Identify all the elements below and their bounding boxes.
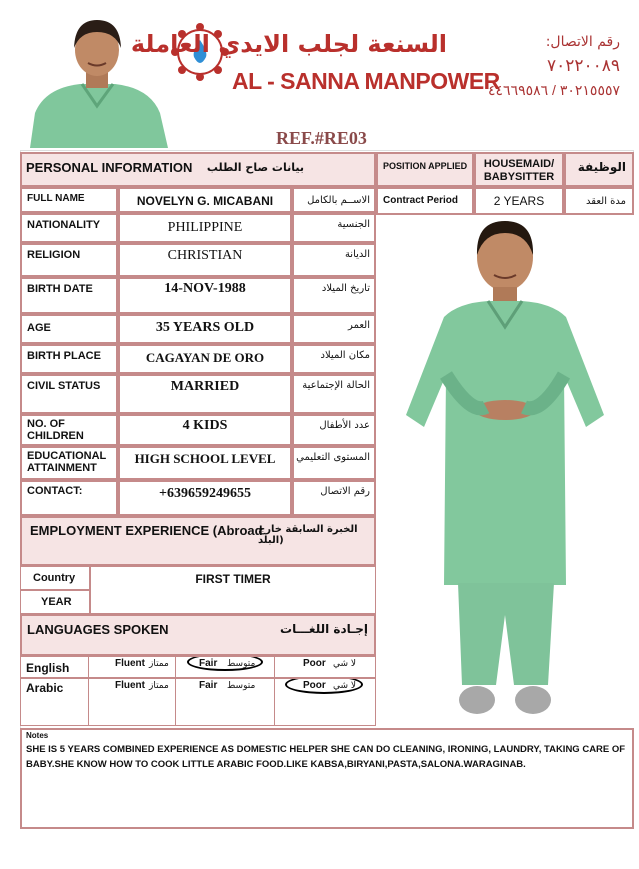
religion-value: CHRISTIAN [167, 248, 243, 263]
education-label: EDUCATIONAL ATTAINMENT [27, 450, 107, 474]
english-fluent: Fluent [115, 658, 145, 669]
english-poor: Poor [303, 658, 326, 669]
nationality-label-cell [20, 213, 118, 243]
notes-box [20, 728, 634, 829]
position-value: HOUSEMAID/ BABYSITTER [483, 158, 555, 183]
arabic-poor-selected-mark [285, 678, 363, 694]
education-value: HIGH SCHOOL LEVEL [134, 451, 276, 466]
year-label-cell [20, 590, 90, 614]
english-poor-ar: لا شي [333, 659, 357, 669]
arabic-fair: Fair [199, 680, 218, 691]
position-label-cell [376, 152, 474, 187]
employment-title-ar: الخبرة السابقة خارج البلد) [258, 524, 358, 546]
religion-label: RELIGION [27, 249, 81, 261]
logo-arabic-name: السنعة لجلب الايدي العاملة [130, 30, 447, 58]
employment-header [20, 516, 376, 566]
employment-value: FIRST TIMER [195, 572, 271, 586]
religion-label-cell [20, 243, 118, 277]
education-value-cell [118, 446, 292, 480]
nationality-label: NATIONALITY [27, 219, 101, 231]
contact-ar: رقم الاتصال [320, 486, 370, 497]
civil-status-label: CIVIL STATUS [27, 380, 101, 392]
education-ar-cell [292, 446, 376, 480]
english-label: English [26, 661, 70, 675]
position-ar-cell [564, 152, 634, 187]
notes-label: Notes [26, 731, 49, 740]
contract-value: 2 YEARS [493, 194, 545, 208]
birth-date-value: 14-NOV-1988 [164, 281, 246, 296]
full-name-label-cell [20, 187, 118, 213]
country-label: Country [33, 572, 76, 584]
children-ar: عدد الأطفال [319, 420, 370, 431]
children-label-cell [20, 414, 118, 446]
contract-label-cell [376, 187, 474, 215]
nationality-ar: الجنسية [337, 219, 370, 230]
arabic-poor: Poor [303, 680, 326, 691]
reference-number: REF.#RE03 [276, 128, 367, 148]
education-ar: المستوى التعليمي [296, 452, 370, 463]
arabic-fluent-ar: ممتاز [149, 681, 169, 691]
arabic-label: Arabic [26, 681, 64, 695]
birth-place-value-cell [118, 344, 292, 374]
contract-value-cell [474, 187, 564, 215]
birth-place-ar-cell [292, 344, 376, 374]
lang-divider-2 [175, 656, 176, 726]
age-ar: العمر [348, 320, 370, 331]
nationality-value: PHILIPPINE [167, 220, 243, 235]
birth-place-label-cell [20, 344, 118, 374]
personal-info-header [20, 152, 376, 187]
contract-ar-cell [564, 187, 634, 215]
age-value-cell [118, 314, 292, 344]
age-label-cell [20, 314, 118, 344]
birth-date-ar-cell [292, 277, 376, 314]
lang-divider-1 [88, 656, 89, 726]
children-value-cell [118, 414, 292, 446]
contact-label-cell [20, 480, 118, 516]
language-row-arabic [20, 678, 376, 726]
age-value: 35 YEARS OLD [155, 320, 255, 335]
children-label: NO. OF CHILDREN [27, 418, 84, 442]
contract-label-ar: مدة العقد [586, 196, 626, 207]
full-name-ar-cell [292, 187, 376, 213]
position-value-cell [474, 152, 564, 187]
personal-info-title-ar: بيانات صاح الطلب [206, 161, 304, 174]
full-name-ar: الاســم بالكامل [307, 195, 370, 206]
religion-ar: الديانة [344, 249, 370, 260]
language-row-english [20, 656, 376, 678]
contact-row-label: CONTACT: [27, 485, 83, 497]
birth-place-value: CAGAYAN DE ORO [145, 350, 265, 365]
year-label: YEAR [41, 596, 72, 608]
religion-value-cell [118, 243, 292, 277]
full-body-photo [376, 215, 634, 728]
english-fluent-ar: ممتاز [149, 659, 169, 669]
religion-ar-cell [292, 243, 376, 277]
birth-date-value-cell [118, 277, 292, 314]
personal-info-title: PERSONAL INFORMATION [26, 160, 193, 175]
age-ar-cell [292, 314, 376, 344]
birth-place-label: BIRTH PLACE [27, 350, 101, 362]
birth-place-ar: مكان الميلاد [320, 350, 370, 361]
notes-text: SHE IS 5 YEARS COMBINED EXPERIENCE AS DOMESTIC HELPER SHE CAN DO CLEANING, IRONING, LAUNDRY, TAKING CARE OF BABY.SHE KNOW HOW TO COOK LITTLE ARABIC FOOD.LIKE KABSA,BIRYANI,PASTA,SALONA.WARAGINAB. [26, 744, 626, 770]
contact-value-cell [118, 480, 292, 516]
phone-primary: ٧٠٢٢٠٠٨٩ [546, 56, 620, 75]
age-label: AGE [27, 322, 51, 334]
civil-status-ar-cell [292, 374, 376, 414]
phone-secondary: ٣٠٢١٥٥٥٧ / ٤٤٦٦٩٥٨٦ [488, 82, 620, 98]
position-label: POSITION APPLIED [383, 161, 468, 171]
contact-label: رقم الاتصال: [545, 34, 620, 50]
employment-value-cell [90, 566, 376, 614]
languages-title: LANGUAGES SPOKEN [27, 622, 169, 637]
nationality-ar-cell [292, 213, 376, 243]
civil-status-value: MARRIED [170, 379, 240, 394]
position-label-ar: الوظيفة [577, 160, 626, 174]
lang-divider-3 [274, 656, 275, 726]
contact-value: +639659249655 [159, 486, 251, 501]
portrait-photo [20, 8, 175, 148]
children-ar-cell [292, 414, 376, 446]
contract-label: Contract Period [383, 195, 459, 206]
children-value: 4 KIDS [182, 418, 228, 433]
birth-date-label-cell [20, 277, 118, 314]
english-fair: Fair [199, 658, 218, 669]
full-name-value-cell [118, 187, 292, 213]
country-label-cell [20, 566, 90, 590]
birth-date-label: BIRTH DATE [27, 283, 93, 295]
languages-title-ar: إجـادة اللغـــات [280, 622, 368, 636]
civil-status-value-cell [118, 374, 292, 414]
full-name-label: FULL NAME [27, 193, 85, 204]
education-label-cell [20, 446, 118, 480]
english-fair-ar: متوسط [227, 659, 256, 669]
arabic-poor-ar: لا شي [333, 681, 357, 691]
employment-title: EMPLOYMENT EXPERIENCE (Abroad [30, 523, 263, 538]
civil-status-label-cell [20, 374, 118, 414]
birth-date-ar: تاريخ الميلاد [321, 283, 370, 294]
arabic-fair-ar: متوسط [227, 681, 256, 691]
nationality-value-cell [118, 213, 292, 243]
logo-english-name: AL - SANNA MANPOWER [232, 68, 500, 94]
full-name-value: NOVELYN G. MICABANI [136, 194, 274, 208]
contact-ar-cell [292, 480, 376, 516]
civil-status-ar: الحالة الإجتماعية [302, 380, 370, 391]
languages-header [20, 614, 376, 656]
arabic-fluent: Fluent [115, 680, 145, 691]
